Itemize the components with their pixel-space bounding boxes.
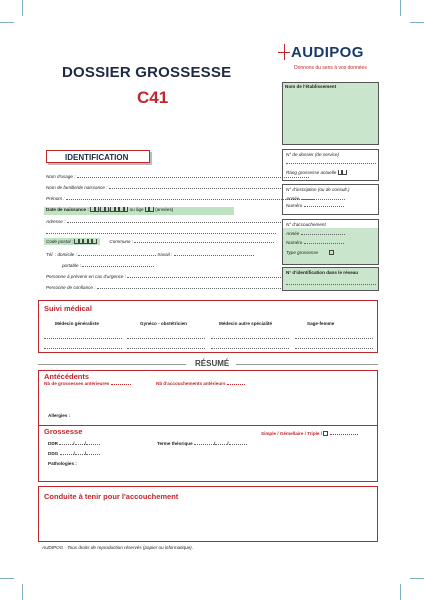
prenom-field[interactable] — [46, 196, 314, 202]
suivi-line[interactable] — [127, 348, 205, 349]
crop-mark — [410, 22, 424, 23]
footer-copyright: AUDIPOG - Tous droits de reproduction réservés (papier ou informatique). — [42, 545, 193, 550]
accouchements-anterieurs[interactable]: Nb d'accouchements antérieurs — [156, 381, 245, 387]
tel-field[interactable] — [46, 252, 254, 258]
inscription-annee: Année — [286, 196, 345, 202]
reseau-label: N° d'identification dans le réseau — [286, 270, 359, 275]
portable-field[interactable] — [62, 263, 154, 269]
prenom-label: Prénom : — [46, 196, 65, 201]
conduite-section[interactable] — [38, 486, 378, 542]
etablissement-box[interactable] — [282, 82, 379, 145]
suivi-line[interactable] — [211, 348, 289, 349]
crop-mark — [22, 584, 23, 600]
identification-header — [46, 150, 150, 163]
urgence-label: Personne à prévenir en cas d'urgence : — [46, 274, 127, 279]
nom-famille-field[interactable] — [46, 185, 281, 191]
suivi-line[interactable] — [127, 338, 205, 339]
suivi-col-autre: Médecin autre spécialité — [219, 321, 273, 326]
conduite-title: Conduite à tenir pour l'accouchement — [44, 492, 179, 501]
resume-title: RÉSUMÉ — [195, 359, 230, 368]
logo-tagline: Donnons du sens à vos données — [294, 65, 367, 71]
logo-cross-icon — [278, 52, 290, 53]
travail-label: travail : — [157, 252, 173, 257]
code-postal-field[interactable] — [44, 239, 274, 245]
tel-label: Tél. : — [46, 252, 57, 257]
suivi-section — [38, 300, 378, 353]
confiance-label: Personne de confiance : — [46, 285, 96, 290]
accouchement-annee: Année — [286, 231, 345, 237]
annees-label: (années) — [155, 207, 174, 212]
suivi-col-sage-femme: Sage-femme — [307, 321, 335, 326]
adresse-line-2[interactable] — [46, 233, 276, 234]
crop-mark — [22, 0, 23, 16]
grossesse-type[interactable]: Simple / Gémellaire / Triple / — [261, 431, 358, 437]
resume-divider-right — [236, 364, 378, 365]
dossier-box[interactable] — [282, 149, 379, 181]
crop-mark — [410, 578, 424, 579]
date-naissance-field[interactable]: Date de naissance : | | ou âge (années) — [44, 207, 234, 215]
identification-title: IDENTIFICATION — [65, 153, 129, 162]
ou-age-label: ou âge — [129, 207, 144, 212]
terme-field[interactable]: Terme théorique / / — [157, 441, 247, 447]
audipog-logo — [282, 44, 392, 78]
portable-label: portable : — [62, 263, 82, 268]
adresse-label: Adresse : — [46, 219, 66, 224]
date-naissance-label: Date de naissance : — [46, 207, 89, 212]
numero-dossier-label: N° de dossier (de service) — [286, 152, 339, 157]
type-grossesse: Type grossesse — [286, 250, 334, 256]
etablissement-label: Nom de l'établissement — [285, 84, 337, 89]
grossesses-anterieures[interactable]: Nb de grossesses antérieures — [44, 381, 131, 387]
crop-mark — [400, 584, 401, 600]
domicile-label: domicile : — [57, 252, 77, 257]
logo-text: AUDIPOG — [291, 44, 364, 61]
nom-usage-field[interactable] — [46, 174, 309, 180]
suivi-line[interactable] — [44, 348, 122, 349]
antecedents-section — [38, 370, 378, 426]
urgence-field[interactable] — [46, 274, 307, 280]
antecedents-title: Antécédents — [44, 372, 90, 381]
reseau-box[interactable] — [282, 267, 379, 291]
code-postal-label: Code postal : — [46, 239, 74, 244]
suivi-line[interactable] — [211, 338, 289, 339]
crop-mark — [0, 22, 14, 23]
inscription-numero: Numéro — [286, 203, 344, 209]
crop-mark — [400, 0, 401, 16]
nom-usage-label: Nom d'usage : — [46, 174, 76, 179]
nom-famille-label: Nom de famille/de naissance : — [46, 185, 108, 190]
inscription-box[interactable] — [282, 184, 379, 215]
suivi-col-generaliste: Médecin généraliste — [55, 321, 99, 326]
confiance-field[interactable] — [46, 285, 297, 291]
adresse-field[interactable] — [46, 219, 307, 225]
inscription-label: N° d'inscription (ou de consult.) — [286, 187, 350, 192]
accouchement-box[interactable] — [282, 219, 379, 265]
ddg-field[interactable]: DDG / / — [48, 451, 100, 457]
form-code: C41 — [137, 88, 169, 107]
rang-grossesse-label: Rang grossesse actuelle — [286, 170, 347, 176]
grossesse-section — [38, 426, 378, 482]
resume-divider-left — [38, 364, 186, 365]
grossesse-title: Grossesse — [44, 427, 83, 436]
suivi-line[interactable] — [44, 338, 122, 339]
commune-label: Commune : — [109, 239, 134, 244]
page-title: DOSSIER GROSSESSE — [62, 64, 232, 81]
suivi-line[interactable] — [295, 338, 373, 339]
pathologies-label[interactable]: Pathologies : — [48, 461, 77, 466]
suivi-line[interactable] — [295, 348, 373, 349]
ddr-field[interactable]: DDR / / — [48, 441, 100, 447]
suivi-col-gyneco: Gynéco - obstétricien — [140, 321, 187, 326]
allergies-label[interactable]: Allergies : — [48, 413, 71, 418]
accouchement-label: N° d'accouchement — [286, 222, 326, 227]
accouchement-numero: Numéro — [286, 240, 344, 246]
crop-mark — [0, 578, 14, 579]
suivi-title: Suivi médical — [44, 304, 92, 313]
